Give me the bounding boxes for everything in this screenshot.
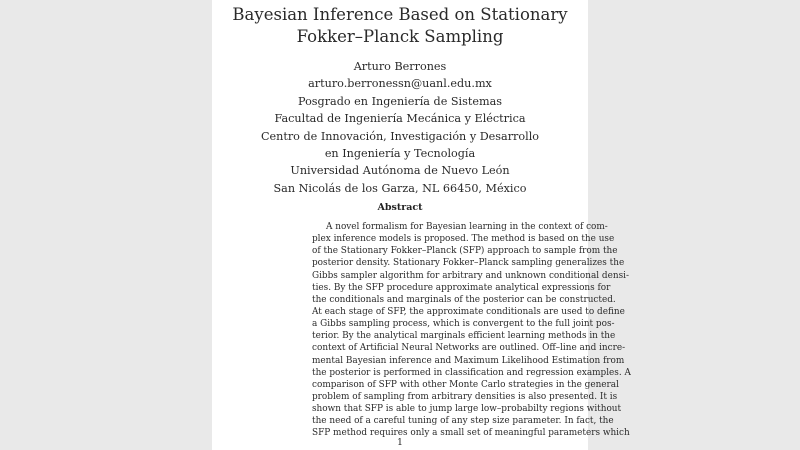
page-number: 1 — [397, 438, 403, 448]
abstract-line: comparison of SFP with other Monte Carlo strategies in the general — [312, 379, 619, 390]
abstract-line: shown that SFP is able to jump large low–probabilty regions without — [312, 404, 622, 415]
affiliation-line: Facultad de Ingeniería Mecánica y Eléctrica — [274, 112, 526, 126]
abstract-line: Gibbs sampler algorithm for arbitrary and unknown conditional densi- — [312, 270, 629, 281]
author-email: arturo.berronessn@uanl.edu.mx — [308, 77, 492, 91]
abstract-line: the need of a careful tuning of any step size parameter. In fact, the — [312, 416, 614, 427]
abstract-line: SFP method requires only a small set of meaningful parameters which — [312, 428, 630, 439]
author-name: Arturo Berrones — [353, 60, 447, 73]
abstract-line: At each stage of SFP, the approximate conditionals are used to define — [312, 306, 625, 317]
paper-title — [212, 4, 588, 48]
abstract-line: ties. By the SFP procedure approximate analytical expressions for — [312, 282, 611, 293]
abstract-line: of the Stationary Fokker–Planck (SFP) approach to sample from the — [312, 246, 618, 257]
title-line: Fokker–Planck Sampling — [296, 27, 504, 46]
author-block — [212, 58, 588, 197]
abstract-line: terior. By the analytical marginals efficient learning methods in the — [312, 331, 616, 342]
abstract-line: posterior density. Stationary Fokker–Planck sampling generalizes the — [312, 258, 625, 269]
title-line: Bayesian Inference Based on Stationary — [232, 5, 568, 24]
abstract-line: the posterior is performed in classification and regression examples. A — [312, 367, 631, 378]
abstract-body — [312, 221, 631, 440]
affiliation-line: San Nicolás de los Garza, NL 66450, México — [273, 181, 527, 195]
abstract-line: mental Bayesian inference and Maximum Likelihood Estimation from — [312, 355, 625, 366]
abstract-heading: Abstract — [377, 202, 423, 213]
abstract-line: a Gibbs sampling process, which is convergent to the full joint pos- — [312, 319, 615, 330]
abstract-line: the conditionals and marginals of the posterior can be constructed. — [312, 294, 616, 305]
abstract-line: problem of sampling from arbitrary densities is also presented. It is — [312, 391, 618, 402]
paper-page — [212, 0, 631, 450]
abstract-line: A novel formalism for Bayesian learning in the context of com- — [326, 222, 608, 232]
affiliation-line: en Ingeniería y Tecnología — [324, 147, 476, 161]
affiliation-line: Universidad Autónoma de Nuevo León — [290, 164, 510, 178]
affiliation-line: Centro de Innovación, Investigación y Desarrollo — [260, 129, 540, 143]
abstract-line: plex inference models is proposed. The method is based on the use — [312, 234, 615, 245]
abstract-line: context of Artificial Neural Networks are outlined. Off–line and incre- — [312, 343, 626, 354]
affiliation-line: Posgrado en Ingeniería de Sistemas — [298, 94, 502, 108]
